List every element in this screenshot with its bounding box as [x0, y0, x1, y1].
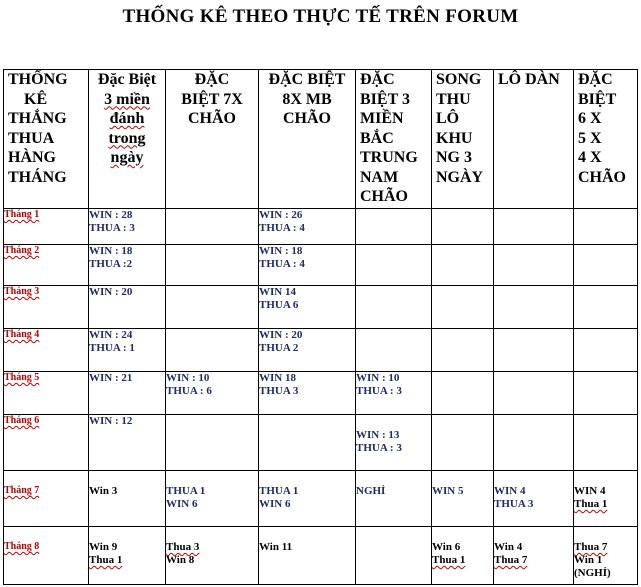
header-db-3-mien: Đặc Biệt 3 miền đánh trong ngày: [89, 70, 166, 209]
cell-song-thu-lo: [432, 286, 494, 329]
cell-db-3-mien-chao: NGHỈ: [356, 471, 432, 527]
cell-db-3-mien: Win 3: [89, 471, 166, 527]
header-row: [4, 70, 638, 209]
cell-db-3-mien: WIN : 28 THUA : 3: [89, 209, 166, 245]
cell-song-thu-lo: WIN 5: [432, 471, 494, 527]
cell-db-654x: [574, 286, 638, 329]
header-db-3-mien-chao: ĐẶC BIỆT 3 MIỀN BẮC TRUNG NAM CHÃO: [356, 70, 432, 209]
month-label: Tháng 6: [4, 415, 89, 471]
cell-db-8x-mb: WIN 14 THUA 6: [259, 286, 356, 329]
cell-db-8x-mb: WIN 18 THUA 3: [259, 372, 356, 415]
cell-db-3-mien-chao: [356, 209, 432, 245]
cell-song-thu-lo: [432, 329, 494, 372]
cell-db-7x: [166, 415, 259, 471]
cell-song-thu-lo: [432, 372, 494, 415]
cell-lo-dan: [494, 415, 574, 471]
month-label: Tháng 7: [4, 471, 89, 527]
month-label: Tháng 3: [4, 286, 89, 329]
cell-db-3-mien: WIN : 12: [89, 415, 166, 471]
cell-db-7x: THUA 1 WIN 6: [166, 471, 259, 527]
month-label: Tháng 2: [4, 245, 89, 286]
table-row: [4, 527, 638, 585]
cell-db-7x: WIN : 10 THUA : 6: [166, 372, 259, 415]
month-label: Tháng 5: [4, 372, 89, 415]
cell-song-thu-lo: [432, 209, 494, 245]
cell-db-7x: [166, 209, 259, 245]
header-db-654x: ĐẶC BIỆT 6 X 5 X 4 X CHÃO: [574, 70, 638, 209]
cell-db-7x: [166, 329, 259, 372]
cell-lo-dan: [494, 286, 574, 329]
cell-lo-dan: [494, 372, 574, 415]
cell-db-7x: Thua 3 Win 8: [166, 527, 259, 585]
cell-song-thu-lo: Win 6 Thua 1: [432, 527, 494, 585]
cell-db-654x: [574, 415, 638, 471]
cell-db-3-mien: WIN : 24 THUA : 1: [89, 329, 166, 372]
cell-db-654x: Thua 7 Win 1 (NGHỈ): [574, 527, 638, 585]
cell-db-3-mien-chao: [356, 245, 432, 286]
cell-lo-dan: [494, 209, 574, 245]
table-row: [4, 471, 638, 527]
header-db-8x-mb: ĐẶC BIỆT 8X MB CHÃO: [259, 70, 356, 209]
stats-table: [3, 69, 638, 585]
cell-db-3-mien-chao: [356, 286, 432, 329]
page-title: THỐNG KÊ THEO THỰC TẾ TRÊN FORUM: [122, 6, 519, 27]
cell-db-3-mien-chao: [356, 527, 432, 585]
cell-db-3-mien-chao: [356, 329, 432, 372]
header-db-7x: ĐẶC BIỆT 7X CHÃO: [166, 70, 259, 209]
cell-db-7x: [166, 286, 259, 329]
cell-db-654x: [574, 329, 638, 372]
cell-song-thu-lo: [432, 245, 494, 286]
cell-lo-dan: WIN 4 THUA 3: [494, 471, 574, 527]
cell-db-654x: [574, 245, 638, 286]
cell-db-3-mien: WIN : 21: [89, 372, 166, 415]
cell-db-654x: WIN 4 Thua 1: [574, 471, 638, 527]
cell-db-654x: [574, 209, 638, 245]
cell-db-654x: [574, 372, 638, 415]
cell-db-8x-mb: WIN : 18 THUA : 4: [259, 245, 356, 286]
cell-db-3-mien-chao: WIN : 13 THUA : 3: [356, 415, 432, 471]
header-month-stats: THỐNG KÊ THẮNG THUA HÀNG THÁNG: [4, 70, 89, 209]
header-lo-dan: LÔ DÀN: [494, 70, 574, 209]
cell-lo-dan: Win 4 Thua 7: [494, 527, 574, 585]
table-row: [4, 372, 638, 415]
cell-lo-dan: [494, 329, 574, 372]
cell-db-8x-mb: THUA 1 WIN 6: [259, 471, 356, 527]
cell-song-thu-lo: [432, 415, 494, 471]
month-label: Tháng 4: [4, 329, 89, 372]
table-row: [4, 209, 638, 245]
cell-db-3-mien: WIN : 18 THUA :2: [89, 245, 166, 286]
cell-db-3-mien-chao: WIN : 10 THUA : 3: [356, 372, 432, 415]
table-row: [4, 329, 638, 372]
cell-lo-dan: [494, 245, 574, 286]
table-row: [4, 245, 638, 286]
cell-db-8x-mb: WIN : 26 THUA : 4: [259, 209, 356, 245]
cell-db-8x-mb: Win 11: [259, 527, 356, 585]
cell-db-8x-mb: WIN : 20 THUA 2: [259, 329, 356, 372]
month-label: Tháng 8: [4, 527, 89, 585]
month-label: Tháng 1: [4, 209, 89, 245]
table-row: [4, 415, 638, 471]
cell-db-3-mien: Win 9 Thua 1: [89, 527, 166, 585]
cell-db-8x-mb: [259, 415, 356, 471]
cell-db-3-mien: WIN : 20: [89, 286, 166, 329]
cell-db-7x: [166, 245, 259, 286]
table-row: [4, 286, 638, 329]
header-song-thu-lo: SONG THU LÔ KHU NG 3 NGÀY: [432, 70, 494, 209]
